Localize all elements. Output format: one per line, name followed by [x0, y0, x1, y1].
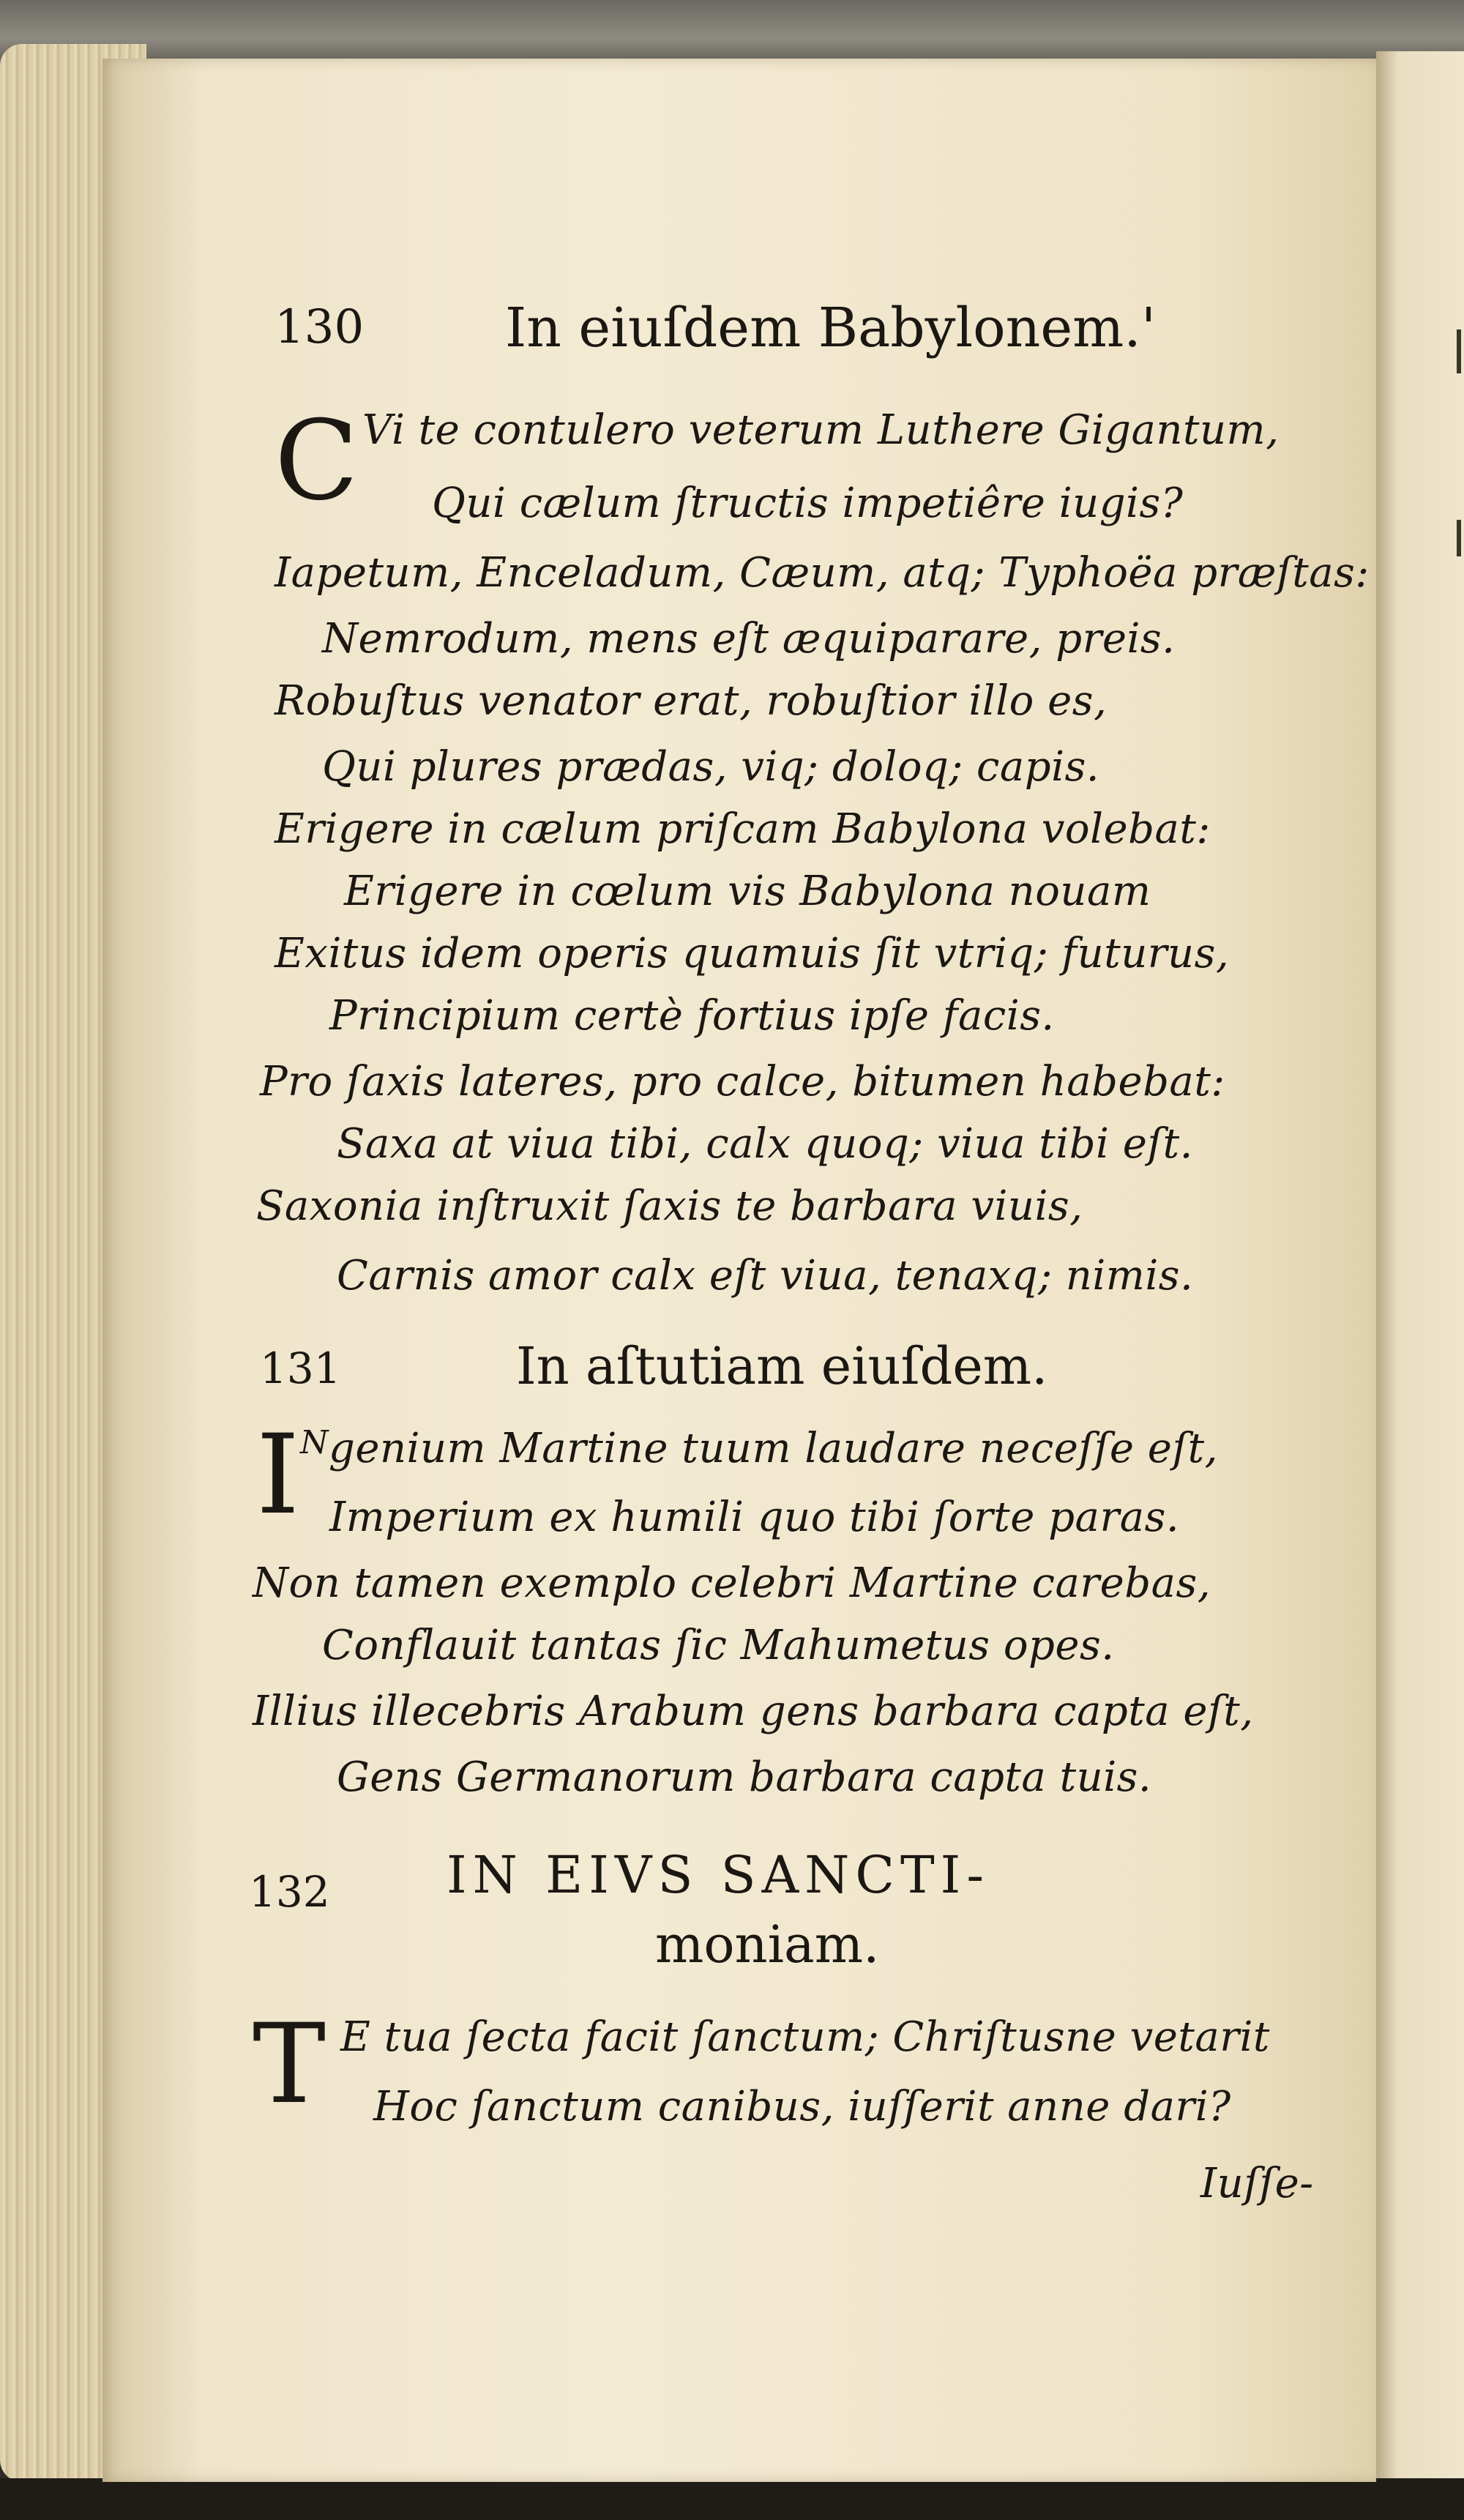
- verse-line: Erigere in cælum priſcam Babylona volebat:: [274, 805, 1211, 853]
- verse-line: Erigere in cœlum vis Babylona nouam: [344, 868, 1151, 915]
- verse-line: [300, 1424, 1218, 1472]
- facing-page-edge: [1376, 51, 1464, 2482]
- verse-line: Non tamen exemplo celebri Martine carebas,: [253, 1559, 1211, 1607]
- small-capital: N: [300, 1424, 329, 1461]
- running-title: In eiuſdem Babylonem.': [505, 297, 1157, 359]
- verse-line: Illius illecebris Arabum gens barbara capta eſt,: [253, 1688, 1254, 1735]
- facing-page-mark: [1457, 520, 1461, 556]
- epigram-title: IN EIVS SANCTI-: [447, 1845, 990, 1905]
- epigram-title: In aſtutiam eiuſdem.: [516, 1336, 1048, 1396]
- verse-line: Pro ſaxis lateres, pro calce, bitumen habebat:: [260, 1058, 1225, 1106]
- epigram-number: 131: [260, 1343, 341, 1393]
- epigram-title-continued: moniam.: [655, 1915, 880, 1975]
- verse-line-rest: genium Martine tuum laudare neceſſe eſt,: [329, 1425, 1218, 1472]
- verse-line: Conflauit tantas ſic Mahumetus opes.: [322, 1622, 1115, 1669]
- verse-line: Nemrodum, mens eſt æquiparare, preis.: [322, 615, 1176, 663]
- verse-line: Qui plures prædas, viq; doloq; capis.: [322, 743, 1100, 791]
- verse-line: Vi te contulero veterum Luthere Gigantum,: [362, 406, 1280, 454]
- verse-line: Carnis amor calx eſt viua, tenaxq; nimis.: [337, 1252, 1194, 1300]
- verse-line: Exitus idem operis quamuis ſit vtriq; futurus,: [274, 930, 1230, 977]
- catchword: Iuſſe-: [1200, 2160, 1314, 2207]
- verse-line: E tua ſecta facit ſanctum; Chriſtusne vetarit: [340, 2013, 1270, 2061]
- background-bottom: [0, 2478, 1464, 2520]
- verse-line: Iapetum, Enceladum, Cæum, atq; Typhoëa præſtas:: [274, 549, 1370, 597]
- epigram-number: 132: [249, 1867, 330, 1917]
- drop-capital: I: [256, 1412, 300, 1539]
- drop-capital: T: [253, 2001, 326, 2128]
- verse-line: Principium certè fortius ipſe facis.: [329, 992, 1055, 1040]
- page-number: 130: [274, 300, 365, 354]
- verse-line: Saxa at viua tibi, calx quoq; viua tibi eſt.: [337, 1120, 1193, 1168]
- facing-page-mark: [1457, 329, 1461, 373]
- verse-line: Saxonia inſtruxit ſaxis te barbara viuis,: [256, 1182, 1083, 1230]
- drop-capital: C: [274, 398, 359, 525]
- verse-line: Hoc ſanctum canibus, iuſſerit anne dari?: [373, 2083, 1231, 2131]
- verse-line: Robuſtus venator erat, robuſtior illo es,: [274, 677, 1108, 725]
- verse-line: Gens Germanorum barbara capta tuis.: [337, 1753, 1152, 1801]
- verse-line: Imperium ex humili quo tibi ſorte paras.: [329, 1494, 1180, 1541]
- verse-line: Qui cælum ſtructis impetiêre iugis?: [432, 480, 1184, 527]
